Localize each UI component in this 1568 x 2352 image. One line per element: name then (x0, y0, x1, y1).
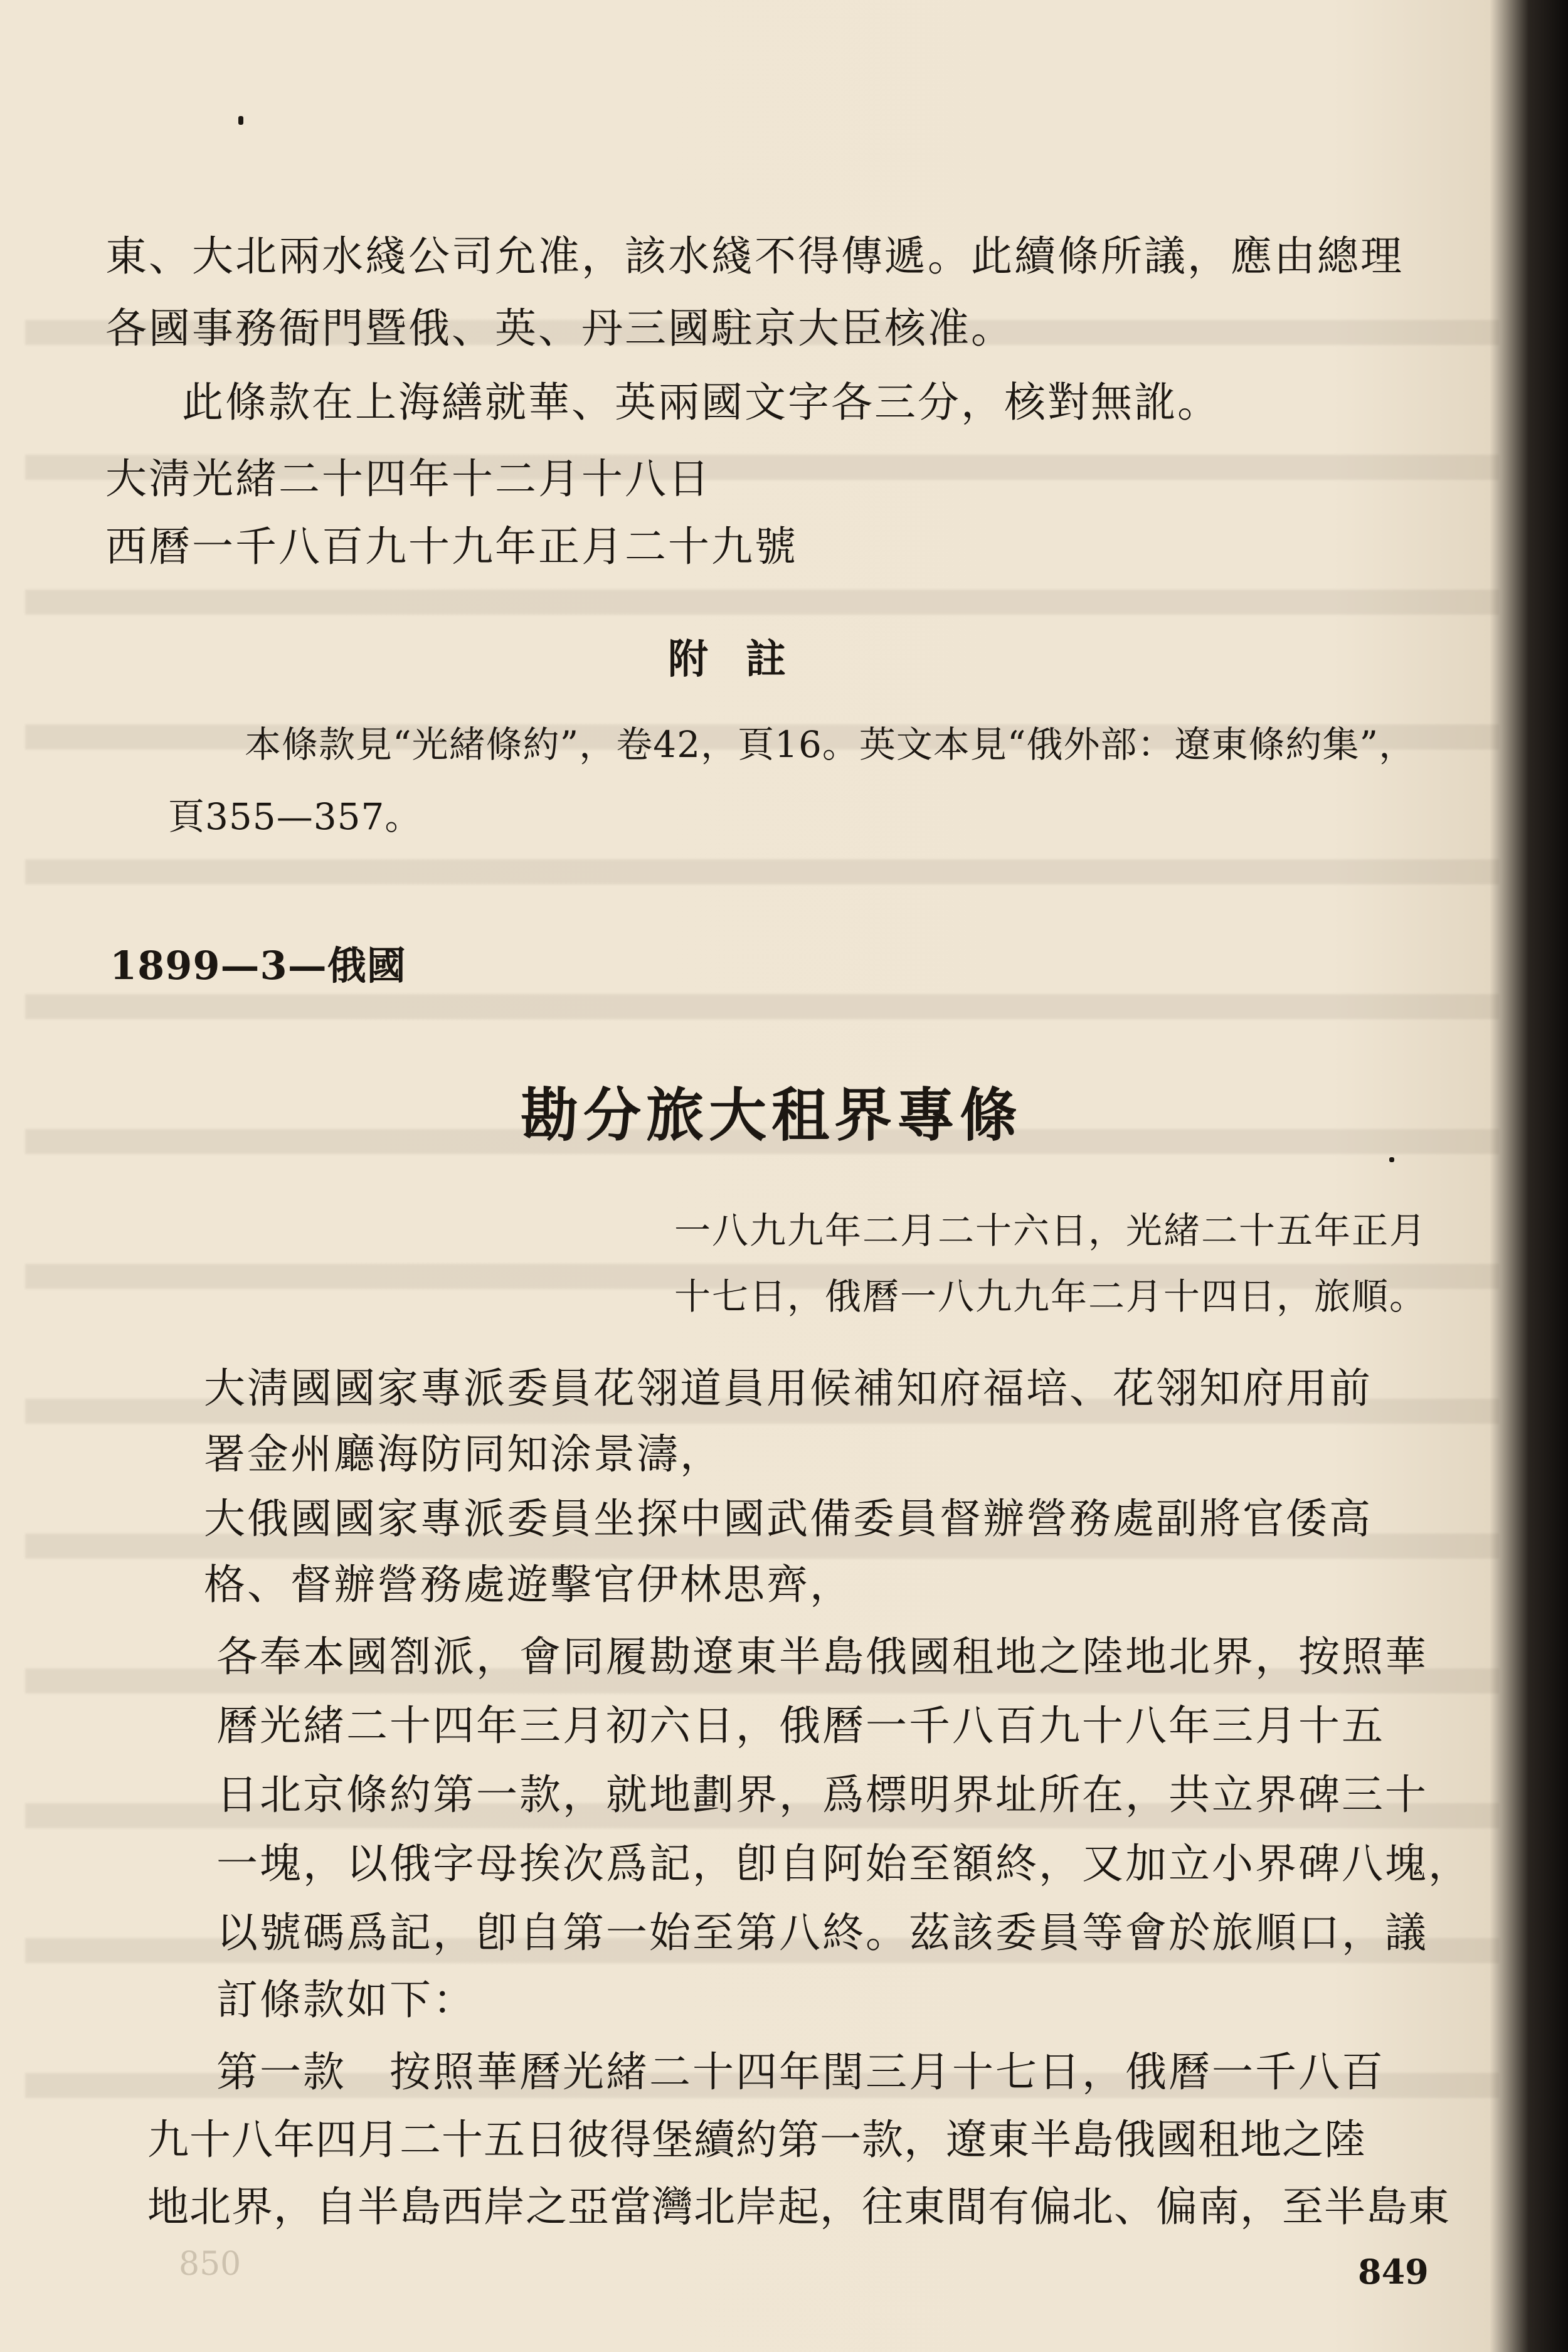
page-number: 849 (1358, 2252, 1429, 2292)
document-title: 勘分旅大租界專條 (521, 1081, 1023, 1149)
article-one-line: 地北界，自半島西岸之亞當灣北岸起，往東間有偏北、偏南，至半島東 (147, 2183, 1450, 2231)
preamble-line: 大俄國國家專派委員坐探中國武備委員督辦營務處副將官倭高 (204, 1495, 1372, 1543)
article-one-line: 九十八年四月二十五日彼得堡續約第一款，遼東半島俄國租地之陸 (147, 2116, 1366, 2164)
preamble-line: 大淸國國家專派委員花翎道員用候補知府福培、花翎知府用前 (204, 1364, 1372, 1412)
note-line: 本條款見“光緒條約”，卷42，頁16。英文本見“俄外部：遼東條約集”， (245, 723, 1416, 766)
preamble-line: 以號碼爲記，卽自第一始至第八終。茲該委員等會於旅順口，議 (216, 1909, 1428, 1957)
ghost-page-number: 850 (179, 2245, 241, 2283)
preamble-line: 曆光緒二十四年三月初六日，俄曆一千八百九十八年三月十五 (216, 1702, 1385, 1750)
date-western: 西曆一千八百九十九年正月二十九號 (105, 522, 798, 571)
preamble-line: 各奉本國劄派，會同履勘遼東半島俄國租地之陸地北界，按照華 (216, 1633, 1428, 1681)
stray-mark (1389, 1157, 1394, 1162)
note-line: 頁355—357。 (168, 795, 422, 838)
preamble-line: 日北京條約第一款，就地劃界，爲標明界址所在，共立界碑三十 (216, 1771, 1428, 1819)
date-qing: 大淸光緒二十四年十二月十八日 (105, 455, 711, 503)
article-one-line: 第一款 按照華曆光緒二十四年閏三月十七日，俄曆一千八百 (216, 2048, 1385, 2096)
copies-statement: 此條款在上海繕就華、英兩國文字各三分，核對無訛。 (182, 378, 1221, 426)
preamble-line: 一塊，以俄字母挨次爲記，卽自阿始至額終，又加立小界碑八塊， (216, 1840, 1471, 1888)
section-label: 1899—3—俄國 (110, 943, 406, 988)
continuation-line: 各國事務衙門暨俄、英、丹三國駐京大臣核准。 (105, 304, 1014, 352)
note-heading: 附註 (668, 636, 824, 683)
continuation-line: 東、大北兩水綫公司允准，該水綫不得傳遞。此續條所議，應由總理 (105, 232, 1404, 280)
preamble-line: 訂條款如下： (216, 1976, 476, 2024)
preamble-line: 格、督辦營務處遊擊官伊林思齊， (204, 1560, 853, 1609)
stray-mark (238, 116, 243, 125)
dateline: 一八九九年二月二十六日，光緒二十五年正月 (674, 1209, 1428, 1252)
dateline: 十七日，俄曆一八九九年二月十四日，旅順。 (674, 1275, 1428, 1318)
preamble-line: 署金州廳海防同知涂景濤， (204, 1430, 723, 1478)
